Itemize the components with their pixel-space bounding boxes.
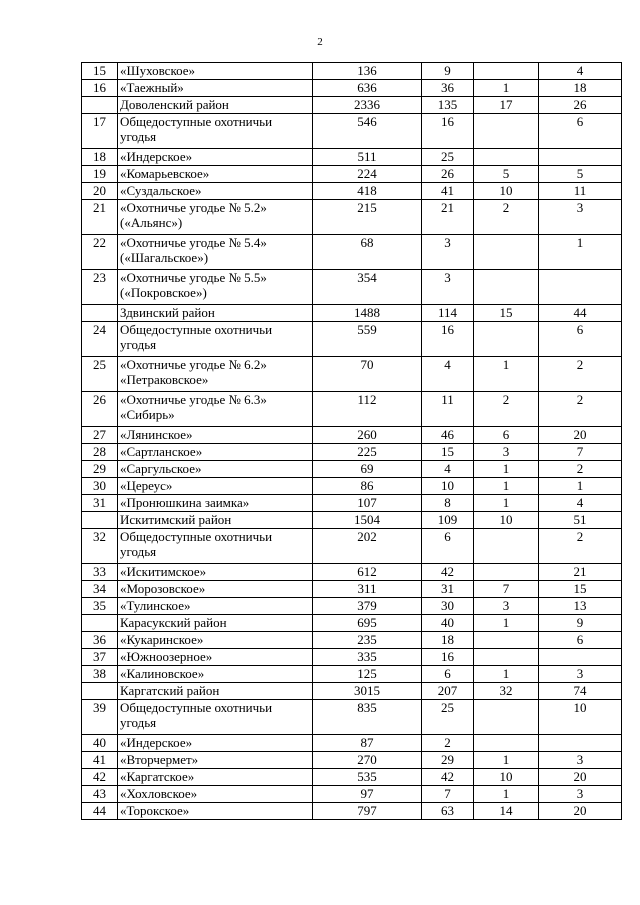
table-row xyxy=(82,581,622,598)
row-value-2: 207 xyxy=(422,683,474,700)
row-number: 27 xyxy=(82,427,118,444)
row-value-1: 112 xyxy=(313,392,422,427)
row-value-4: 2 xyxy=(539,461,622,478)
row-value-4: 44 xyxy=(539,305,622,322)
row-number xyxy=(82,305,118,322)
row-value-1: 2336 xyxy=(313,97,422,114)
row-value-3: 1 xyxy=(474,752,539,769)
row-value-2: 29 xyxy=(422,752,474,769)
row-value-2: 26 xyxy=(422,166,474,183)
row-name: Карасукский район xyxy=(118,615,313,632)
row-value-1: 511 xyxy=(313,149,422,166)
table-row xyxy=(82,392,622,427)
row-number xyxy=(82,683,118,700)
row-value-1: 695 xyxy=(313,615,422,632)
table-row xyxy=(82,786,622,803)
row-value-4: 6 xyxy=(539,632,622,649)
table-row-district xyxy=(82,97,622,114)
row-name: «Кукаринское» xyxy=(118,632,313,649)
row-value-3 xyxy=(474,700,539,735)
row-name: «Охотничье угодье № 5.2» («Альянс») xyxy=(118,200,313,235)
table-row xyxy=(82,322,622,357)
table-body xyxy=(82,63,622,820)
row-number xyxy=(82,615,118,632)
row-value-2: 25 xyxy=(422,149,474,166)
row-number: 15 xyxy=(82,63,118,80)
table-row xyxy=(82,166,622,183)
row-value-3: 10 xyxy=(474,769,539,786)
row-value-2: 10 xyxy=(422,478,474,495)
row-number: 20 xyxy=(82,183,118,200)
row-value-2: 109 xyxy=(422,512,474,529)
row-value-2: 46 xyxy=(422,427,474,444)
row-value-2: 4 xyxy=(422,357,474,392)
row-value-1: 797 xyxy=(313,803,422,820)
table-row xyxy=(82,149,622,166)
row-value-2: 2 xyxy=(422,735,474,752)
row-value-1: 270 xyxy=(313,752,422,769)
row-name: Общедоступные охотничьи угодья xyxy=(118,529,313,564)
row-value-1: 1504 xyxy=(313,512,422,529)
row-value-3: 1 xyxy=(474,666,539,683)
row-value-1: 125 xyxy=(313,666,422,683)
row-name: Общедоступные охотничьи угодья xyxy=(118,322,313,357)
row-name: «Лянинское» xyxy=(118,427,313,444)
table-row xyxy=(82,200,622,235)
row-number xyxy=(82,97,118,114)
row-value-3: 2 xyxy=(474,392,539,427)
table-row xyxy=(82,270,622,305)
table-row xyxy=(82,598,622,615)
table-row xyxy=(82,461,622,478)
row-value-4: 20 xyxy=(539,769,622,786)
row-value-2: 16 xyxy=(422,649,474,666)
row-value-2: 42 xyxy=(422,769,474,786)
table-row xyxy=(82,752,622,769)
table-row xyxy=(82,666,622,683)
row-number: 28 xyxy=(82,444,118,461)
row-value-2: 9 xyxy=(422,63,474,80)
hunting-grounds-table xyxy=(81,62,622,820)
row-value-4: 7 xyxy=(539,444,622,461)
row-name: «Охотничье угодье № 5.4» («Шагальское») xyxy=(118,235,313,270)
row-value-2: 30 xyxy=(422,598,474,615)
row-name: «Вторчермет» xyxy=(118,752,313,769)
row-value-3 xyxy=(474,649,539,666)
row-number: 42 xyxy=(82,769,118,786)
table-row xyxy=(82,444,622,461)
row-name: «Охотничье угодье № 5.5» («Покровское») xyxy=(118,270,313,305)
row-value-1: 97 xyxy=(313,786,422,803)
row-number: 29 xyxy=(82,461,118,478)
row-value-4 xyxy=(539,649,622,666)
row-value-1: 215 xyxy=(313,200,422,235)
row-value-1: 235 xyxy=(313,632,422,649)
row-value-3: 1 xyxy=(474,80,539,97)
table-row-district xyxy=(82,305,622,322)
row-value-2: 42 xyxy=(422,564,474,581)
row-number: 25 xyxy=(82,357,118,392)
row-name: Общедоступные охотничьи угодья xyxy=(118,700,313,735)
table-row-district xyxy=(82,512,622,529)
row-value-3: 1 xyxy=(474,495,539,512)
row-value-3 xyxy=(474,114,539,149)
row-value-4: 26 xyxy=(539,97,622,114)
row-value-1: 260 xyxy=(313,427,422,444)
row-value-1: 68 xyxy=(313,235,422,270)
table-row xyxy=(82,803,622,820)
row-value-4 xyxy=(539,270,622,305)
row-name: «Каргатское» xyxy=(118,769,313,786)
row-value-1: 202 xyxy=(313,529,422,564)
row-name: «Охотничье угодье № 6.2» «Петраковское» xyxy=(118,357,313,392)
row-value-2: 8 xyxy=(422,495,474,512)
row-value-2: 40 xyxy=(422,615,474,632)
row-value-2: 25 xyxy=(422,700,474,735)
row-name: Здвинский район xyxy=(118,305,313,322)
row-value-2: 4 xyxy=(422,461,474,478)
row-value-3: 6 xyxy=(474,427,539,444)
row-name: «Сартланское» xyxy=(118,444,313,461)
row-value-4: 4 xyxy=(539,63,622,80)
row-value-3 xyxy=(474,529,539,564)
row-value-3 xyxy=(474,322,539,357)
row-name: «Торокское» xyxy=(118,803,313,820)
row-number: 17 xyxy=(82,114,118,149)
row-value-1: 546 xyxy=(313,114,422,149)
row-value-4 xyxy=(539,735,622,752)
row-name: «Пронюшкина заимка» xyxy=(118,495,313,512)
row-number: 43 xyxy=(82,786,118,803)
row-value-1: 136 xyxy=(313,63,422,80)
row-value-1: 225 xyxy=(313,444,422,461)
row-value-2: 18 xyxy=(422,632,474,649)
row-value-3 xyxy=(474,63,539,80)
row-value-2: 63 xyxy=(422,803,474,820)
row-value-2: 7 xyxy=(422,786,474,803)
table-row xyxy=(82,632,622,649)
row-value-1: 87 xyxy=(313,735,422,752)
row-number: 33 xyxy=(82,564,118,581)
row-value-2: 3 xyxy=(422,270,474,305)
row-name: «Тулинское» xyxy=(118,598,313,615)
row-number: 37 xyxy=(82,649,118,666)
row-value-3: 14 xyxy=(474,803,539,820)
row-name: Каргатский район xyxy=(118,683,313,700)
row-name: «Калиновское» xyxy=(118,666,313,683)
row-name: «Южноозерное» xyxy=(118,649,313,666)
row-name: «Искитимское» xyxy=(118,564,313,581)
table-row xyxy=(82,478,622,495)
row-name: «Комарьевское» xyxy=(118,166,313,183)
row-value-2: 16 xyxy=(422,114,474,149)
row-value-3 xyxy=(474,735,539,752)
row-value-4: 3 xyxy=(539,200,622,235)
row-value-1: 107 xyxy=(313,495,422,512)
row-value-1: 224 xyxy=(313,166,422,183)
row-name: Доволенский район xyxy=(118,97,313,114)
row-number: 32 xyxy=(82,529,118,564)
row-value-3: 1 xyxy=(474,461,539,478)
row-number: 38 xyxy=(82,666,118,683)
row-value-4: 3 xyxy=(539,786,622,803)
row-value-1: 1488 xyxy=(313,305,422,322)
row-value-4: 74 xyxy=(539,683,622,700)
row-value-4: 6 xyxy=(539,322,622,357)
row-value-1: 535 xyxy=(313,769,422,786)
row-value-4: 20 xyxy=(539,803,622,820)
row-value-2: 36 xyxy=(422,80,474,97)
table-row xyxy=(82,649,622,666)
row-value-2: 3 xyxy=(422,235,474,270)
row-value-1: 835 xyxy=(313,700,422,735)
row-value-1: 70 xyxy=(313,357,422,392)
row-value-4: 1 xyxy=(539,235,622,270)
row-value-4: 3 xyxy=(539,666,622,683)
row-value-1: 418 xyxy=(313,183,422,200)
row-number: 44 xyxy=(82,803,118,820)
row-value-2: 21 xyxy=(422,200,474,235)
row-value-2: 41 xyxy=(422,183,474,200)
row-name: «Саргульское» xyxy=(118,461,313,478)
table-row xyxy=(82,235,622,270)
table-row xyxy=(82,183,622,200)
row-value-1: 636 xyxy=(313,80,422,97)
row-value-2: 6 xyxy=(422,666,474,683)
row-name: Общедоступные охотничьи угодья xyxy=(118,114,313,149)
row-number: 26 xyxy=(82,392,118,427)
row-value-1: 559 xyxy=(313,322,422,357)
row-value-3: 3 xyxy=(474,444,539,461)
row-value-3: 1 xyxy=(474,357,539,392)
row-value-4: 11 xyxy=(539,183,622,200)
table-row-district xyxy=(82,683,622,700)
row-value-3: 10 xyxy=(474,512,539,529)
row-value-2: 135 xyxy=(422,97,474,114)
row-number: 30 xyxy=(82,478,118,495)
row-value-4: 13 xyxy=(539,598,622,615)
row-value-3: 5 xyxy=(474,166,539,183)
row-name: Искитимский район xyxy=(118,512,313,529)
row-value-2: 114 xyxy=(422,305,474,322)
row-number: 36 xyxy=(82,632,118,649)
row-number: 41 xyxy=(82,752,118,769)
row-name: «Охотничье угодье № 6.3» «Сибирь» xyxy=(118,392,313,427)
row-number: 16 xyxy=(82,80,118,97)
row-number: 18 xyxy=(82,149,118,166)
row-number: 40 xyxy=(82,735,118,752)
row-value-4: 2 xyxy=(539,529,622,564)
table-row xyxy=(82,735,622,752)
table-row xyxy=(82,495,622,512)
row-value-3 xyxy=(474,564,539,581)
row-value-3: 17 xyxy=(474,97,539,114)
row-value-4: 4 xyxy=(539,495,622,512)
row-value-2: 11 xyxy=(422,392,474,427)
table-row xyxy=(82,357,622,392)
table-row xyxy=(82,700,622,735)
row-number: 22 xyxy=(82,235,118,270)
row-number: 34 xyxy=(82,581,118,598)
row-value-3 xyxy=(474,149,539,166)
row-value-1: 311 xyxy=(313,581,422,598)
row-value-1: 354 xyxy=(313,270,422,305)
row-name: «Морозовское» xyxy=(118,581,313,598)
row-value-4: 15 xyxy=(539,581,622,598)
row-value-2: 15 xyxy=(422,444,474,461)
row-name: «Суздальское» xyxy=(118,183,313,200)
row-value-4: 1 xyxy=(539,478,622,495)
row-value-4: 18 xyxy=(539,80,622,97)
row-value-1: 379 xyxy=(313,598,422,615)
row-value-2: 16 xyxy=(422,322,474,357)
row-number: 31 xyxy=(82,495,118,512)
row-number xyxy=(82,512,118,529)
row-value-4: 6 xyxy=(539,114,622,149)
row-number: 23 xyxy=(82,270,118,305)
page-number: 2 xyxy=(317,36,323,48)
table-row xyxy=(82,529,622,564)
row-name: «Хохловское» xyxy=(118,786,313,803)
table-row xyxy=(82,63,622,80)
row-value-3 xyxy=(474,632,539,649)
row-value-4: 51 xyxy=(539,512,622,529)
table-row xyxy=(82,769,622,786)
row-value-3: 15 xyxy=(474,305,539,322)
row-value-1: 69 xyxy=(313,461,422,478)
row-value-4: 2 xyxy=(539,392,622,427)
row-value-1: 3015 xyxy=(313,683,422,700)
row-number: 35 xyxy=(82,598,118,615)
row-value-3: 2 xyxy=(474,200,539,235)
row-value-3: 1 xyxy=(474,786,539,803)
row-number: 39 xyxy=(82,700,118,735)
row-number: 19 xyxy=(82,166,118,183)
row-value-2: 6 xyxy=(422,529,474,564)
row-value-3 xyxy=(474,270,539,305)
row-name: «Таежный» xyxy=(118,80,313,97)
row-value-4 xyxy=(539,149,622,166)
row-value-3: 10 xyxy=(474,183,539,200)
row-value-1: 335 xyxy=(313,649,422,666)
row-value-4: 5 xyxy=(539,166,622,183)
table-row xyxy=(82,80,622,97)
row-value-4: 3 xyxy=(539,752,622,769)
row-name: «Индерское» xyxy=(118,735,313,752)
row-value-3: 32 xyxy=(474,683,539,700)
table-row xyxy=(82,564,622,581)
row-value-1: 86 xyxy=(313,478,422,495)
row-value-4: 20 xyxy=(539,427,622,444)
row-name: «Шуховское» xyxy=(118,63,313,80)
row-number: 24 xyxy=(82,322,118,357)
row-value-4: 21 xyxy=(539,564,622,581)
row-number: 21 xyxy=(82,200,118,235)
table-row xyxy=(82,427,622,444)
row-value-2: 31 xyxy=(422,581,474,598)
table-row-district xyxy=(82,615,622,632)
row-value-1: 612 xyxy=(313,564,422,581)
row-name: «Цереус» xyxy=(118,478,313,495)
row-name: «Индерское» xyxy=(118,149,313,166)
row-value-4: 10 xyxy=(539,700,622,735)
row-value-3: 7 xyxy=(474,581,539,598)
row-value-3: 1 xyxy=(474,615,539,632)
row-value-4: 2 xyxy=(539,357,622,392)
row-value-4: 9 xyxy=(539,615,622,632)
table-row xyxy=(82,114,622,149)
row-value-3 xyxy=(474,235,539,270)
row-value-3: 3 xyxy=(474,598,539,615)
row-value-3: 1 xyxy=(474,478,539,495)
